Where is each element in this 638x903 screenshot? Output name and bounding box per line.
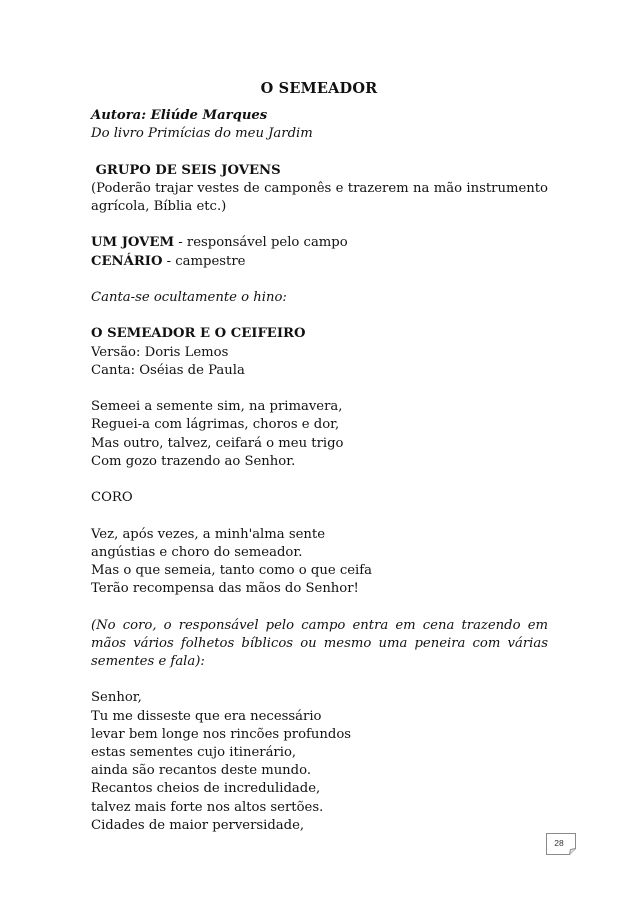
chorus-line: Vez, após vezes, a minh'alma sente <box>91 526 326 542</box>
role-text: - campestre <box>162 253 246 269</box>
spacer <box>91 271 548 289</box>
hymn-title: O SEMEADOR E O CEIFEIRO <box>91 326 306 342</box>
spacer <box>91 471 548 489</box>
chorus-line: Mas o que semeia, tanto como o que ceifa <box>91 562 372 578</box>
role-label: UM JOVEM <box>91 235 175 251</box>
role-line-jovem <box>91 234 548 252</box>
speech-line: ainda são recantos deste mundo. <box>91 763 312 779</box>
author-line: Autora: Eliúde Marques <box>91 108 268 123</box>
spacer <box>91 216 548 234</box>
speech-line: Recantos cheios de incredulidade, <box>91 781 321 797</box>
chorus-line: Terão recompensa das mãos do Senhor! <box>91 581 359 597</box>
page-number: 28 <box>554 838 564 848</box>
chorus-line: angústias e choro do semeador. <box>91 544 303 560</box>
spacer <box>91 307 548 325</box>
page-number-badge <box>546 833 576 855</box>
spacer <box>91 507 548 525</box>
spacer <box>91 598 548 616</box>
speech-line: estas sementes cujo itinerário, <box>91 744 297 760</box>
speech-line: Senhor, <box>91 690 142 706</box>
hymn-singer: Canta: Oséias de Paula <box>91 362 245 378</box>
document-title: O SEMEADOR <box>260 80 378 97</box>
spacer <box>91 380 548 398</box>
verse-line: Com gozo trazendo ao Senhor. <box>91 453 296 469</box>
chorus-label: CORO <box>91 490 133 506</box>
spacer <box>91 143 548 161</box>
role-text: - responsável pelo campo <box>174 235 348 251</box>
speech-line: talvez mais forte nos altos sertões. <box>91 799 324 815</box>
hymn-version: Versão: Doris Lemos <box>91 344 229 360</box>
group-heading: GRUPO DE SEIS JOVENS <box>91 162 281 178</box>
verse-line: Reguei-a com lágrimas, choros e dor, <box>91 417 340 433</box>
spacer <box>91 671 548 689</box>
verse-line: Mas outro, talvez, ceifará o meu trigo <box>91 435 344 451</box>
speech-line: levar bem longe nos rincões profundos <box>91 726 352 742</box>
role-label: CENÁRIO <box>91 253 163 269</box>
source-line: Do livro Primícias do meu Jardim <box>91 126 313 142</box>
stage-direction: (No coro, o responsável pelo campo entra em cena trazendo em mãos vários folhetos bíblicos ou mesmo uma peneira com várias sementes e fala): <box>91 617 548 669</box>
hymn-intro: Canta-se ocultamente o hino: <box>91 289 287 305</box>
role-line-cenario <box>91 253 548 271</box>
group-description: (Poderão trajar vestes de camponês e trazerem na mão instrumento agrícola, Bíblia etc.) <box>91 180 548 214</box>
speech-line: Cidades de maior perversidade, <box>91 817 305 833</box>
speech-line: Tu me disseste que era necessário <box>91 708 322 724</box>
verse-line: Semeei a semente sim, na primavera, <box>91 399 343 415</box>
document-body <box>91 107 548 835</box>
